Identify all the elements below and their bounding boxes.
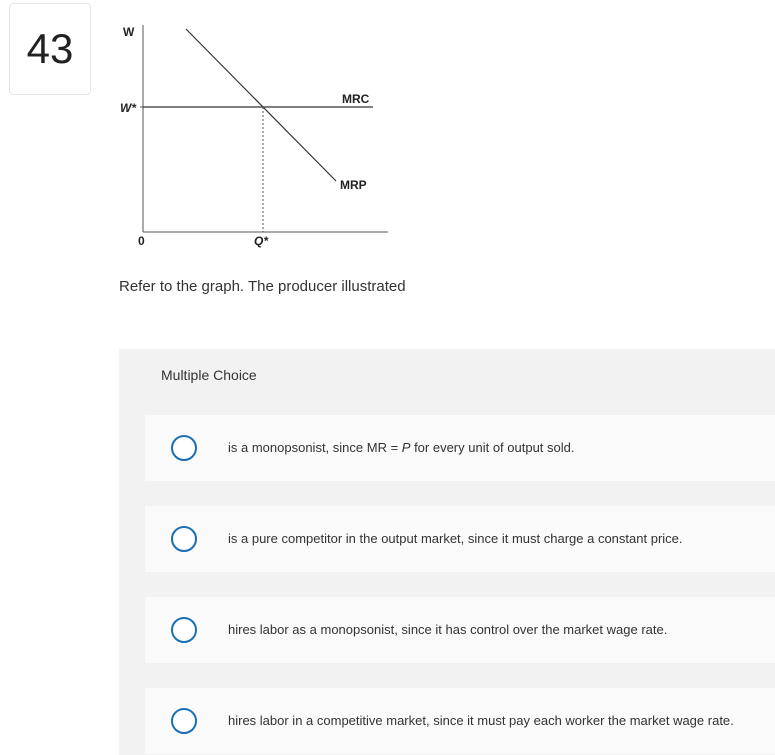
question-number: 43 xyxy=(26,25,74,72)
mrp-line xyxy=(186,29,336,181)
answer-option-3[interactable] xyxy=(145,597,775,663)
origin-label: 0 xyxy=(138,234,145,248)
question-text: Refer to the graph. The producer illustrated xyxy=(119,278,406,295)
radio-button-2[interactable] xyxy=(171,526,197,552)
radio-button-4[interactable] xyxy=(171,708,197,734)
y-axis-label: W xyxy=(123,25,135,39)
question-number-box xyxy=(9,3,91,95)
q-star-label: Q* xyxy=(254,234,269,248)
answer-option-2-text: is a pure competitor in the output market, since it must charge a constant price. xyxy=(228,531,683,546)
answer-option-4-text: hires labor in a competitive market, since it must pay each worker the market wage rate. xyxy=(228,713,734,728)
labor-market-graph xyxy=(110,15,400,255)
answer-option-4[interactable] xyxy=(145,688,775,754)
radio-button-3[interactable] xyxy=(171,617,197,643)
radio-button-1[interactable] xyxy=(171,435,197,461)
mrp-label: MRP xyxy=(340,178,367,192)
answer-option-1[interactable] xyxy=(145,415,775,481)
multiple-choice-header xyxy=(119,349,775,399)
answer-option-3-text: hires labor as a monopsonist, since it has control over the market wage rate. xyxy=(228,622,668,637)
graph-svg xyxy=(110,15,400,255)
mrc-label: MRC xyxy=(342,92,370,106)
answer-option-2[interactable] xyxy=(145,506,775,572)
answer-option-1-text: is a monopsonist, since MR = P for every unit of output sold. xyxy=(228,440,575,455)
w-star-label: W* xyxy=(120,101,136,115)
multiple-choice-label: Multiple Choice xyxy=(161,367,257,383)
